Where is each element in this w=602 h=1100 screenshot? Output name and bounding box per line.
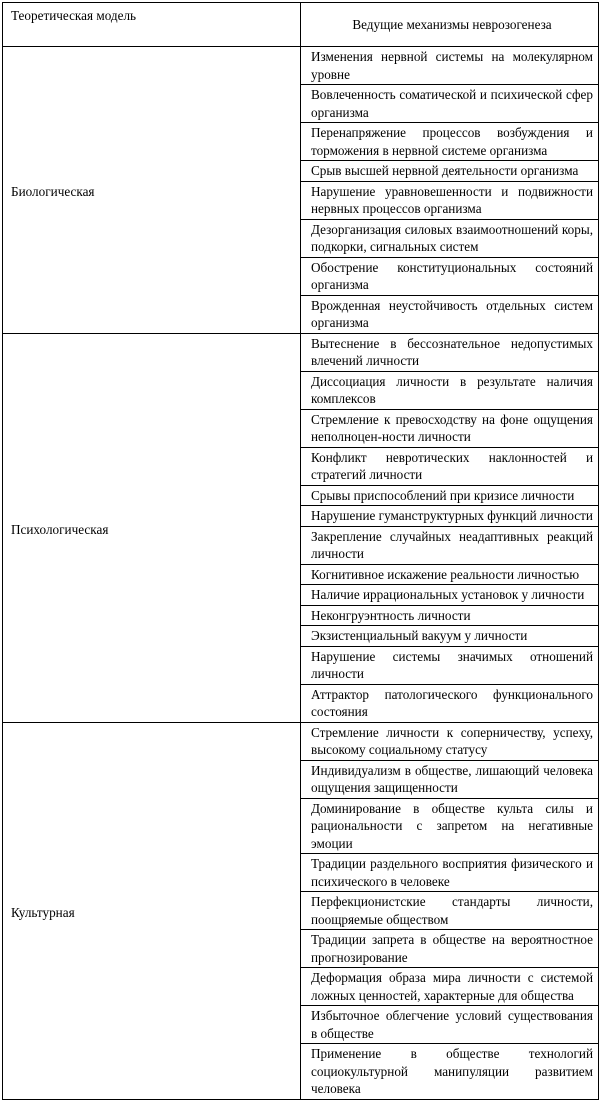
mechanism-cell: Аттрактор патологического функционального состояния [301,684,599,722]
model-cell: Психологическая [3,333,301,722]
mechanism-cell: Вовлеченность соматической и психической сфер организма [301,85,599,123]
table-body [3,3,599,1100]
mechanism-cell: Наличие иррациональных установок у личности [301,585,599,606]
mechanism-cell: Срыв высшей нервной деятельности организма [301,161,599,182]
mechanism-cell: Традиции раздельного восприятия физического и психического в человеке [301,854,599,892]
header-mechanisms-cell: Ведущие механизмы неврозогенеза [301,3,599,47]
mechanism-cell: Срывы приспособлений при кризисе личности [301,485,599,506]
mechanism-cell: Когнитивное искажение реальности личностью [301,564,599,585]
model-cell: Культурная [3,722,301,1099]
mechanism-cell: Нарушение гуманструктурных функций личности [301,506,599,527]
mechanism-cell: Традиции запрета в обществе на вероятностное прогнозирование [301,930,599,968]
model-cell: Биологическая [3,47,301,334]
mechanism-cell: Вытеснение в бессознательное недопустимых влечений личности [301,333,599,371]
mechanism-cell: Нарушение уравновешенности и подвижности нервных процессов организма [301,181,599,219]
mechanism-cell: Изменения нервной системы на молекулярном уровне [301,47,599,85]
mechanism-cell: Конфликт невротических наклонностей и стратегий личности [301,447,599,485]
mechanism-cell: Врожденная неустойчивость отдельных систем организма [301,295,599,333]
mechanism-cell: Дезорганизация силовых взаимоотношений коры, подкорки, сигнальных систем [301,219,599,257]
mechanism-cell: Диссоциация личности в результате наличия комплексов [301,371,599,409]
mechanism-cell: Деформация образа мира личности с системой ложных ценностей, характерные для общества [301,968,599,1006]
table-row [3,722,599,760]
mechanism-cell: Неконгруэнтность личности [301,605,599,626]
mechanism-cell: Перенапряжение процессов возбуждения и торможения в нервной системе организма [301,123,599,161]
mechanism-cell: Избыточное облегчение условий существования в обществе [301,1006,599,1044]
mechanism-cell: Экзистенциальный вакуум у личности [301,626,599,647]
mechanism-cell: Стремление к превосходству на фоне ощущения неполноцен-ности личности [301,409,599,447]
mechanism-cell: Перфекционистские стандарты личности, поощряемые обществом [301,892,599,930]
mechanism-cell: Стремление личности к соперничеству, успеху, высокому социальному статусу [301,722,599,760]
table-row [3,47,599,85]
header-model-cell: Теоретическая модель [3,3,301,47]
mechanism-cell: Доминирование в обществе культа силы и рациональности с запретом на негативные эмоции [301,798,599,854]
mechanism-cell: Нарушение системы значимых отношений личности [301,646,599,684]
mechanism-cell: Закрепление случайных неадаптивных реакций личности [301,526,599,564]
neurosis-mechanisms-table [2,2,599,1100]
mechanism-cell: Индивидуализм в обществе, лишающий человека ощущения защищенности [301,760,599,798]
table-row [3,333,599,371]
header-row [3,3,599,47]
mechanism-cell: Применение в обществе технологий социокультурной манипуляции развитием человека [301,1044,599,1100]
mechanism-cell: Обострение конституциональных состояний организма [301,257,599,295]
